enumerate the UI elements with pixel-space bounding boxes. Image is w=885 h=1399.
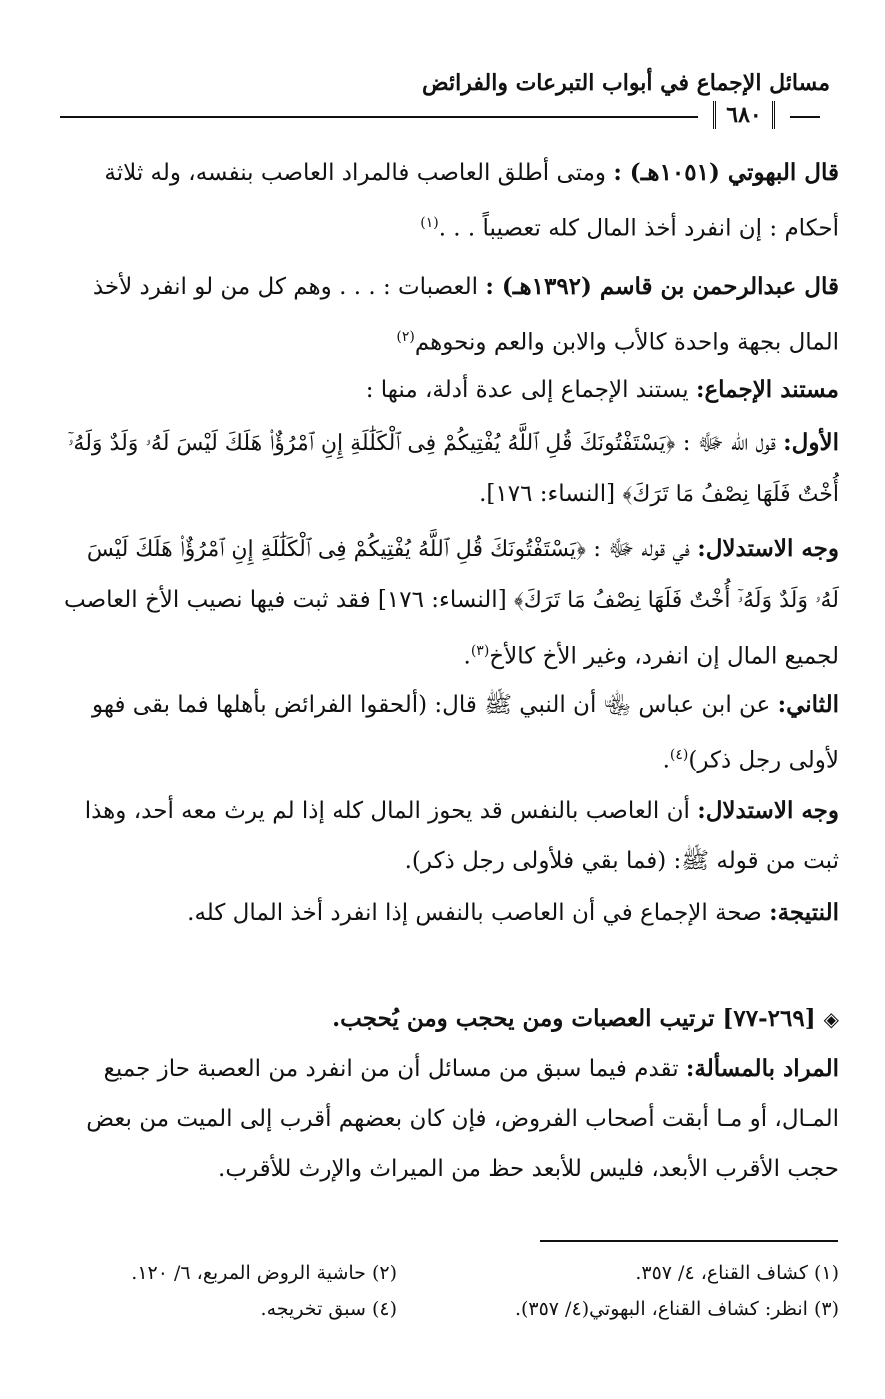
footnote-ref: (٤)	[669, 747, 689, 763]
paragraph-lead: قال عبدالرحمن بن قاسم (١٣٩٢هـ) :	[485, 273, 839, 300]
paragraph-text: تقدم فيما سبق من مسائل أن من انفرد من العصبة حاز جميع المـال، أو مـا أبقت أصحاب الفروض، فإن كان بعضهم أقرب إلى الميت من بعض حجب الأقرب الأبعد، فليس للأبعد حظ من الميراث والإرث للأقرب.	[86, 1056, 839, 1182]
verse-citation: [النساء: ١٧٦]	[377, 587, 514, 613]
paragraph-second-inference	[59, 786, 839, 886]
running-header-title: مسائل الإجماع في أبواب التبرعات والفرائض	[422, 70, 830, 96]
paragraph-lead: مستند الإجماع:	[695, 376, 839, 403]
paragraph-text: يستند الإجماع إلى عدة أدلة، منها :	[365, 377, 696, 403]
footnote-1: (١) كشاف القناع، ٤/ ٣٥٧.	[635, 1262, 839, 1284]
paragraph-lead: الأول:	[783, 429, 839, 456]
paragraph-text: قول الله ﷻ :	[675, 430, 784, 456]
paragraph-result	[59, 888, 839, 938]
footnote-2: (٢) حاشية الروض المربع، ٦/ ١٢٠.	[131, 1262, 397, 1284]
paragraph-text: ومتى أطلق العاصب فالمراد العاصب بنفسه، وله ثلاثة أحكام : إن انفرد أخذ المال كله تعصيباً . . .	[104, 160, 839, 242]
section-heading-text: [٢٦٩-٧٧] ترتيب العصبات ومن يحجب ومن يُحجب.	[332, 1005, 816, 1032]
paragraph-lead: النتيجة:	[769, 899, 839, 926]
paragraph-end: .	[662, 747, 670, 774]
paragraph-text: صحة الإجماع في أن العاصب بالنفس إذا انفرد أخذ المال كله.	[187, 900, 770, 926]
paragraph-lead: وجه الاستدلال:	[697, 797, 839, 824]
diamond-bullet-icon: ◈	[823, 1007, 839, 1031]
paragraph-text-continued: فقد ثبت فيها نصيب الأخ العاصب لجميع المال إن انفرد، وغير الأخ كالأخ	[64, 587, 839, 670]
paragraph-lead: قال البهوتي (١٠٥١هـ) :	[613, 159, 839, 186]
footnote-ref: (٢)	[396, 329, 415, 345]
paragraph-ibn-qasim	[59, 262, 839, 368]
paragraph-lead: المراد بالمسألة:	[685, 1055, 839, 1082]
paragraph-text: أن العاصب بالنفس قد يحوز المال كله إذا لم يرث معه أحد، وهذا ثبت من قوله ﷺ: (فما بقي فلأولى رجل ذكر).	[84, 798, 839, 874]
footnote-ref: (١)	[420, 215, 439, 231]
paragraph-text: عن ابن عباس ﵄ أن النبي ﷺ قال: (ألحقوا الفرائض بأهلها فما بقى فهو لأولى رجل ذكر)	[92, 692, 839, 774]
quran-verse: ﴿يَسْتَفْتُونَكَ قُلِ ٱللَّهُ يُفْتِيكُمْ فِى ٱلْكَلَٰلَةِ إِنِ ٱمْرُؤٌا۟ هَلَكَ لَيْسَ لَهُۥ وَلَدٌ وَلَهُۥٓ أُخْتٌ فَلَهَا نِصْفُ مَا تَرَكَ﴾	[86, 537, 839, 613]
footnote-4: (٤) سبق تخريجه.	[260, 1298, 397, 1320]
quran-verse: ﴿يَسْتَفْتُونَكَ قُلِ ٱللَّهُ يُفْتِيكُمْ فِى ٱلْكَلَٰلَةِ إِنِ ٱمْرُؤٌا۟ هَلَكَ لَيْسَ لَهُۥ وَلَدٌ وَلَهُۥٓ أُخْتٌ فَلَهَا نِصْفُ مَا تَرَكَ﴾	[67, 431, 839, 507]
paragraph-first-inference	[59, 524, 839, 682]
paragraph-question-meaning	[59, 1044, 839, 1194]
page-number-ornament	[698, 98, 790, 132]
section-heading	[59, 994, 839, 1044]
paragraph-second-evidence	[59, 680, 839, 786]
paragraph-end: .	[463, 643, 471, 670]
paragraph-lead: وجه الاستدلال:	[697, 535, 839, 562]
paragraph-evidence-basis	[59, 365, 839, 415]
paragraph-lead: الثاني:	[777, 691, 839, 718]
page-number: ٦٨٠	[713, 101, 774, 129]
footnote-separator	[540, 1240, 838, 1242]
paragraph-bahuti	[59, 148, 839, 254]
footnote-ref: (٣)	[470, 643, 490, 659]
footnote-3: (٣) انظر: كشاف القناع، البهوتي(٤/ ٣٥٧).	[514, 1298, 839, 1320]
paragraph-first-evidence	[59, 418, 839, 520]
paragraph-text: العصبات : . . . وهم كل من لو انفرد لأخذ المال بجهة واحدة كالأب والابن والعم ونحوهم	[92, 274, 839, 356]
verse-citation: [النساء: ١٧٦].	[479, 481, 623, 507]
paragraph-text: في قوله ﷻ :	[585, 536, 698, 562]
